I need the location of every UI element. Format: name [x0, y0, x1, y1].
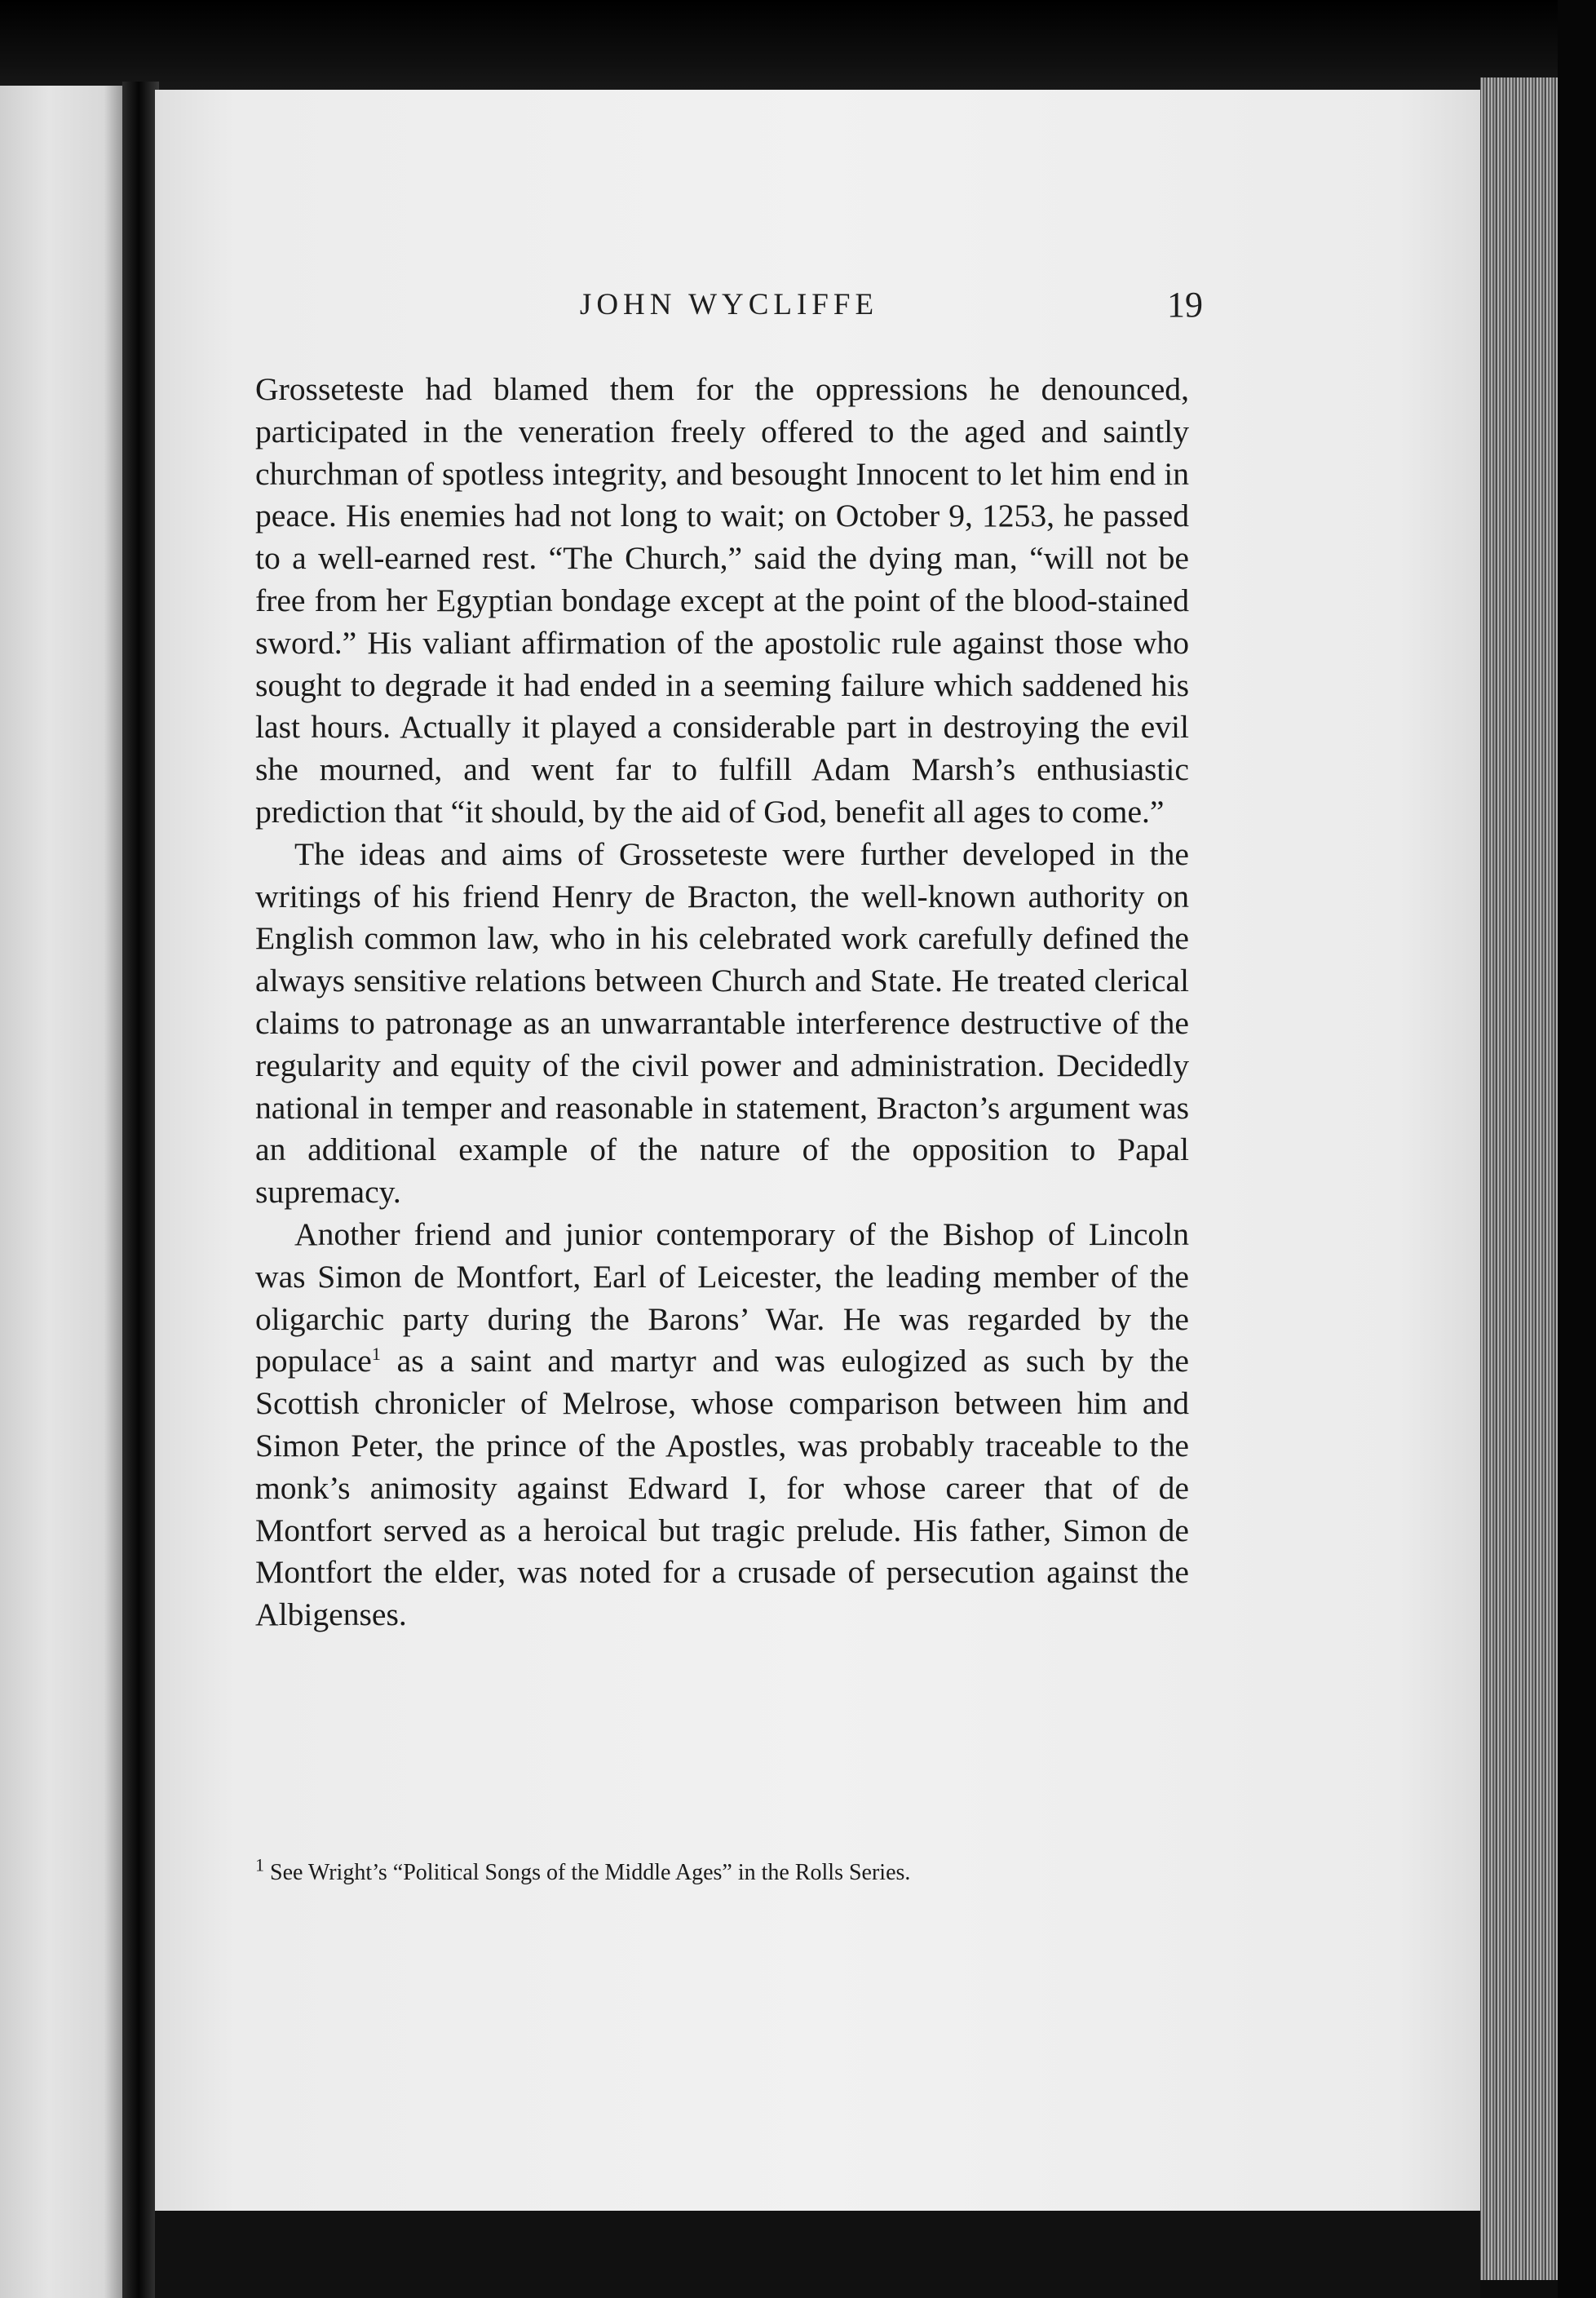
running-head: [255, 287, 1203, 330]
paragraph-2: The ideas and aims of Grosseteste were further developed in the writings of his friend Henry de Bracton, the well-known authority on English common law, who in his celebrated work carefully defined the always sensitive relations between Church and State. He treated clerical claims to patronage as an unwarrantable interference destructive of the regularity and equity of the civil power and administration. Decidedly national in temper and reasonable in statement, Bracton’s argument was an additional example of the nature of the opposition to Papal supremacy.: [255, 835, 1189, 1211]
page-number: 19: [1167, 285, 1203, 325]
scan-background-right: [1558, 0, 1596, 2298]
scan-background-bottom: [155, 2211, 1480, 2298]
footnote-marker: 1: [255, 1854, 264, 1875]
paragraph-3-text-before-ref: Another friend and junior contemporary of the Bishop of Lincoln was Simon de Montfort, Earl of Leicester, the leading member of the oligarchic party during the Barons’ War. He was regarded by the populace: [255, 1215, 1189, 1379]
footnote-text: See Wright’s “Political Songs of the Middle Ages” in the Rolls Series.: [264, 1860, 911, 1885]
scan-background-top: [0, 0, 1596, 98]
paragraph-1: Grosseteste had blamed them for the oppressions he denounced, participated in the veneration freely offered to the aged and saintly churchman of spotless integrity, and besought Innocent to let him end in peace. His enemies had not long to wait; on October 9, 1253, he passed to a well-earned rest. “The Church,” said the dying man, “will not be free from her Egyptian bondage except at the point of the blood-stained sword.” His valiant affirmation of the apostolic rule against those who sought to degrade it had ended in a seeming failure which saddened his last hours. Actually it played a considerable part in destroying the evil she mourned, and went far to fulfill Adam Marsh’s enthusiastic prediction that “it should, by the aid of God, benefit all ages to come.”: [255, 371, 1189, 830]
page-stack-edges: [1480, 77, 1558, 2280]
facing-page-edge: [0, 86, 122, 2298]
paragraph-3: [255, 1214, 1189, 1636]
running-title: JOHN WYCLIFFE: [579, 288, 879, 321]
paragraph-3-text-after-ref: as a saint and martyr and was eulogized as such by the Scottish chronicler of Melrose, whose comparison between him and Simon Peter, the prince of the Apostles, was probably traceable to the monk’s animosity against Edward I, for whose career that of de Montfort served as a heroical but tragic prelude. His father, Simon de Montfort the elder, was noted for a crusade of persecution against the Albigenses.: [255, 1343, 1189, 1633]
footnote: [255, 1854, 1203, 1888]
body-text: [255, 369, 1189, 1636]
footnote-reference: 1: [371, 1344, 381, 1365]
book-gutter: [122, 82, 159, 2298]
